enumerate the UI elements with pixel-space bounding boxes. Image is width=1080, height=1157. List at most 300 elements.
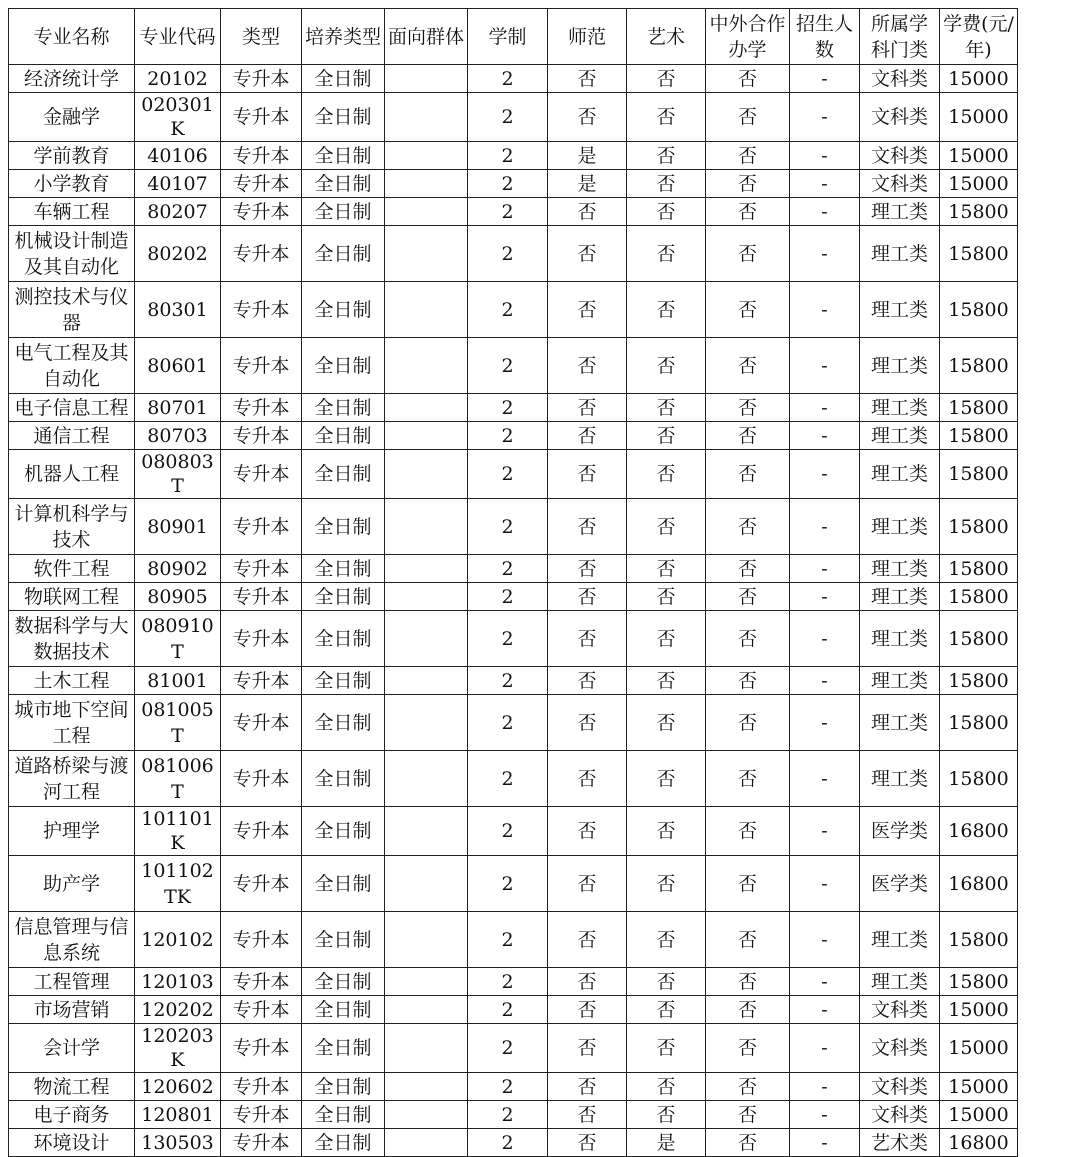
- cell-category: 理工类: [860, 282, 940, 338]
- cell-joint-program: 否: [706, 912, 790, 968]
- cell-tuition: 15800: [940, 499, 1018, 555]
- cell-major-code: 80902: [135, 555, 221, 583]
- cell-study-mode: 全日制: [302, 198, 385, 226]
- cell-target-group: [385, 1129, 468, 1157]
- cell-normal: 否: [548, 394, 627, 422]
- header-major-code: 专业代码: [135, 9, 221, 65]
- table-row: [9, 667, 1018, 695]
- cell-type: 专升本: [221, 65, 302, 93]
- cell-enrollment: -: [790, 198, 860, 226]
- header-normal: 师范: [548, 9, 627, 65]
- cell-category: 文科类: [860, 1024, 940, 1073]
- cell-years: 2: [468, 1101, 548, 1129]
- cell-target-group: [385, 226, 468, 282]
- cell-joint-program: 否: [706, 1129, 790, 1157]
- cell-type: 专升本: [221, 856, 302, 912]
- cell-major-name: 物流工程: [9, 1073, 135, 1101]
- cell-target-group: [385, 499, 468, 555]
- cell-normal: 否: [548, 338, 627, 394]
- cell-normal: 否: [548, 1129, 627, 1157]
- cell-joint-program: 否: [706, 968, 790, 996]
- cell-major-name: 经济统计学: [9, 65, 135, 93]
- cell-joint-program: 否: [706, 198, 790, 226]
- cell-years: 2: [468, 583, 548, 611]
- cell-years: 2: [468, 667, 548, 695]
- cell-enrollment: -: [790, 968, 860, 996]
- cell-major-name: 物联网工程: [9, 583, 135, 611]
- cell-normal: 否: [548, 93, 627, 142]
- cell-tuition: 15000: [940, 170, 1018, 198]
- cell-major-name: 土木工程: [9, 667, 135, 695]
- cell-enrollment: -: [790, 912, 860, 968]
- cell-normal: 是: [548, 142, 627, 170]
- cell-target-group: [385, 422, 468, 450]
- cell-category: 理工类: [860, 695, 940, 751]
- cell-type: 专升本: [221, 968, 302, 996]
- cell-enrollment: -: [790, 1101, 860, 1129]
- cell-joint-program: 否: [706, 583, 790, 611]
- cell-normal: 否: [548, 555, 627, 583]
- cell-tuition: 15800: [940, 611, 1018, 667]
- cell-major-code: 80207: [135, 198, 221, 226]
- cell-type: 专升本: [221, 667, 302, 695]
- cell-target-group: [385, 170, 468, 198]
- table-row: [9, 1101, 1018, 1129]
- cell-art: 否: [627, 394, 706, 422]
- cell-study-mode: 全日制: [302, 856, 385, 912]
- cell-target-group: [385, 555, 468, 583]
- cell-study-mode: 全日制: [302, 555, 385, 583]
- cell-type: 专升本: [221, 1073, 302, 1101]
- cell-tuition: 15800: [940, 667, 1018, 695]
- cell-study-mode: 全日制: [302, 751, 385, 807]
- cell-target-group: [385, 1024, 468, 1073]
- cell-study-mode: 全日制: [302, 1024, 385, 1073]
- cell-major-name: 道路桥梁与渡河工程: [9, 751, 135, 807]
- cell-target-group: [385, 751, 468, 807]
- cell-target-group: [385, 1073, 468, 1101]
- cell-major-code: 81001: [135, 667, 221, 695]
- cell-target-group: [385, 667, 468, 695]
- cell-joint-program: 否: [706, 65, 790, 93]
- cell-study-mode: 全日制: [302, 912, 385, 968]
- cell-tuition: 15800: [940, 912, 1018, 968]
- cell-major-name: 软件工程: [9, 555, 135, 583]
- cell-normal: 否: [548, 1101, 627, 1129]
- majors-table: [8, 8, 1018, 1157]
- cell-enrollment: -: [790, 226, 860, 282]
- cell-joint-program: 否: [706, 394, 790, 422]
- cell-art: 是: [627, 1129, 706, 1157]
- cell-tuition: 15000: [940, 142, 1018, 170]
- cell-major-name: 工程管理: [9, 968, 135, 996]
- cell-study-mode: 全日制: [302, 422, 385, 450]
- cell-normal: 否: [548, 996, 627, 1024]
- cell-study-mode: 全日制: [302, 226, 385, 282]
- cell-enrollment: -: [790, 807, 860, 856]
- cell-type: 专升本: [221, 611, 302, 667]
- cell-art: 否: [627, 611, 706, 667]
- cell-major-name: 信息管理与信息系统: [9, 912, 135, 968]
- cell-enrollment: -: [790, 856, 860, 912]
- cell-years: 2: [468, 807, 548, 856]
- cell-type: 专升本: [221, 282, 302, 338]
- cell-tuition: 15800: [940, 450, 1018, 499]
- cell-joint-program: 否: [706, 996, 790, 1024]
- cell-major-name: 市场营销: [9, 996, 135, 1024]
- cell-tuition: 15000: [940, 996, 1018, 1024]
- cell-major-code: 080803T: [135, 450, 221, 499]
- cell-major-name: 环境设计: [9, 1129, 135, 1157]
- cell-target-group: [385, 282, 468, 338]
- table-row: [9, 583, 1018, 611]
- cell-years: 2: [468, 856, 548, 912]
- cell-major-name: 电气工程及其自动化: [9, 338, 135, 394]
- cell-target-group: [385, 338, 468, 394]
- cell-target-group: [385, 807, 468, 856]
- cell-joint-program: 否: [706, 1101, 790, 1129]
- cell-tuition: 15800: [940, 751, 1018, 807]
- cell-major-name: 助产学: [9, 856, 135, 912]
- cell-category: 理工类: [860, 968, 940, 996]
- cell-major-code: 20102: [135, 65, 221, 93]
- cell-art: 否: [627, 450, 706, 499]
- cell-years: 2: [468, 282, 548, 338]
- cell-type: 专升本: [221, 912, 302, 968]
- header-target-group: 面向群体: [385, 9, 468, 65]
- cell-enrollment: -: [790, 667, 860, 695]
- cell-art: 否: [627, 856, 706, 912]
- header-art: 艺术: [627, 9, 706, 65]
- cell-category: 理工类: [860, 198, 940, 226]
- cell-enrollment: -: [790, 338, 860, 394]
- cell-joint-program: 否: [706, 555, 790, 583]
- cell-type: 专升本: [221, 499, 302, 555]
- cell-major-code: 130503: [135, 1129, 221, 1157]
- cell-major-code: 120602: [135, 1073, 221, 1101]
- cell-enrollment: -: [790, 282, 860, 338]
- cell-enrollment: -: [790, 996, 860, 1024]
- cell-joint-program: 否: [706, 856, 790, 912]
- cell-major-code: 80202: [135, 226, 221, 282]
- cell-target-group: [385, 1101, 468, 1129]
- cell-joint-program: 否: [706, 93, 790, 142]
- cell-enrollment: -: [790, 499, 860, 555]
- cell-category: 文科类: [860, 996, 940, 1024]
- cell-category: 理工类: [860, 667, 940, 695]
- cell-type: 专升本: [221, 93, 302, 142]
- cell-major-name: 车辆工程: [9, 198, 135, 226]
- cell-category: 理工类: [860, 611, 940, 667]
- cell-tuition: 15000: [940, 1101, 1018, 1129]
- cell-joint-program: 否: [706, 667, 790, 695]
- cell-type: 专升本: [221, 751, 302, 807]
- cell-enrollment: -: [790, 394, 860, 422]
- cell-years: 2: [468, 912, 548, 968]
- cell-target-group: [385, 583, 468, 611]
- cell-years: 2: [468, 450, 548, 499]
- cell-target-group: [385, 912, 468, 968]
- table-row: [9, 1129, 1018, 1157]
- cell-study-mode: 全日制: [302, 1101, 385, 1129]
- cell-study-mode: 全日制: [302, 807, 385, 856]
- cell-years: 2: [468, 499, 548, 555]
- cell-normal: 否: [548, 968, 627, 996]
- cell-category: 理工类: [860, 583, 940, 611]
- cell-enrollment: -: [790, 1073, 860, 1101]
- cell-joint-program: 否: [706, 142, 790, 170]
- cell-normal: 否: [548, 226, 627, 282]
- header-major-name: 专业名称: [9, 9, 135, 65]
- cell-normal: 否: [548, 198, 627, 226]
- table-row: [9, 65, 1018, 93]
- cell-category: 理工类: [860, 422, 940, 450]
- cell-normal: 否: [548, 751, 627, 807]
- cell-major-name: 测控技术与仪器: [9, 282, 135, 338]
- cell-type: 专升本: [221, 1024, 302, 1073]
- cell-years: 2: [468, 968, 548, 996]
- cell-major-name: 电子商务: [9, 1101, 135, 1129]
- cell-normal: 否: [548, 807, 627, 856]
- header-tuition: 学费(元/年): [940, 9, 1018, 65]
- cell-enrollment: -: [790, 1024, 860, 1073]
- cell-major-name: 机械设计制造及其自动化: [9, 226, 135, 282]
- cell-major-name: 小学教育: [9, 170, 135, 198]
- cell-years: 2: [468, 394, 548, 422]
- cell-years: 2: [468, 142, 548, 170]
- table-row: [9, 422, 1018, 450]
- cell-major-name: 计算机科学与技术: [9, 499, 135, 555]
- cell-major-code: 80703: [135, 422, 221, 450]
- cell-art: 否: [627, 912, 706, 968]
- table-row: [9, 912, 1018, 968]
- cell-category: 理工类: [860, 338, 940, 394]
- cell-normal: 否: [548, 1024, 627, 1073]
- cell-target-group: [385, 198, 468, 226]
- cell-art: 否: [627, 555, 706, 583]
- cell-study-mode: 全日制: [302, 996, 385, 1024]
- cell-tuition: 16800: [940, 856, 1018, 912]
- cell-major-name: 数据科学与大数据技术: [9, 611, 135, 667]
- cell-tuition: 15000: [940, 93, 1018, 142]
- cell-normal: 否: [548, 65, 627, 93]
- cell-enrollment: -: [790, 611, 860, 667]
- cell-years: 2: [468, 65, 548, 93]
- cell-joint-program: 否: [706, 170, 790, 198]
- cell-art: 否: [627, 583, 706, 611]
- cell-type: 专升本: [221, 583, 302, 611]
- cell-joint-program: 否: [706, 807, 790, 856]
- cell-years: 2: [468, 226, 548, 282]
- cell-joint-program: 否: [706, 282, 790, 338]
- cell-tuition: 15800: [940, 422, 1018, 450]
- cell-major-name: 学前教育: [9, 142, 135, 170]
- cell-normal: 否: [548, 450, 627, 499]
- cell-tuition: 15800: [940, 198, 1018, 226]
- cell-study-mode: 全日制: [302, 394, 385, 422]
- cell-art: 否: [627, 695, 706, 751]
- cell-art: 否: [627, 226, 706, 282]
- cell-category: 文科类: [860, 1073, 940, 1101]
- cell-joint-program: 否: [706, 611, 790, 667]
- cell-enrollment: -: [790, 142, 860, 170]
- cell-type: 专升本: [221, 996, 302, 1024]
- header-study-mode: 培养类型: [302, 9, 385, 65]
- cell-study-mode: 全日制: [302, 611, 385, 667]
- cell-enrollment: -: [790, 422, 860, 450]
- cell-study-mode: 全日制: [302, 499, 385, 555]
- cell-category: 理工类: [860, 499, 940, 555]
- table-row: [9, 555, 1018, 583]
- cell-joint-program: 否: [706, 751, 790, 807]
- cell-target-group: [385, 695, 468, 751]
- cell-tuition: 16800: [940, 807, 1018, 856]
- cell-enrollment: -: [790, 1129, 860, 1157]
- table-row: [9, 93, 1018, 142]
- cell-major-code: 080910T: [135, 611, 221, 667]
- cell-tuition: 15800: [940, 583, 1018, 611]
- table-row: [9, 856, 1018, 912]
- cell-major-code: 40107: [135, 170, 221, 198]
- cell-years: 2: [468, 611, 548, 667]
- cell-joint-program: 否: [706, 226, 790, 282]
- cell-years: 2: [468, 1129, 548, 1157]
- cell-major-code: 120801: [135, 1101, 221, 1129]
- cell-major-code: 40106: [135, 142, 221, 170]
- cell-normal: 否: [548, 912, 627, 968]
- cell-years: 2: [468, 170, 548, 198]
- cell-years: 2: [468, 695, 548, 751]
- cell-study-mode: 全日制: [302, 667, 385, 695]
- cell-normal: 否: [548, 611, 627, 667]
- cell-art: 否: [627, 1073, 706, 1101]
- cell-normal: 否: [548, 667, 627, 695]
- cell-normal: 否: [548, 422, 627, 450]
- cell-art: 否: [627, 807, 706, 856]
- cell-years: 2: [468, 198, 548, 226]
- cell-category: 理工类: [860, 226, 940, 282]
- cell-tuition: 15800: [940, 282, 1018, 338]
- cell-category: 理工类: [860, 751, 940, 807]
- cell-type: 专升本: [221, 450, 302, 499]
- table-row: [9, 751, 1018, 807]
- cell-type: 专升本: [221, 695, 302, 751]
- cell-joint-program: 否: [706, 422, 790, 450]
- cell-enrollment: -: [790, 583, 860, 611]
- table-row: [9, 968, 1018, 996]
- cell-type: 专升本: [221, 422, 302, 450]
- cell-major-code: 80905: [135, 583, 221, 611]
- cell-art: 否: [627, 65, 706, 93]
- cell-normal: 否: [548, 282, 627, 338]
- cell-type: 专升本: [221, 1101, 302, 1129]
- cell-target-group: [385, 611, 468, 667]
- cell-study-mode: 全日制: [302, 282, 385, 338]
- cell-major-code: 80601: [135, 338, 221, 394]
- cell-normal: 否: [548, 856, 627, 912]
- cell-major-code: 101101K: [135, 807, 221, 856]
- table-row: [9, 996, 1018, 1024]
- cell-type: 专升本: [221, 338, 302, 394]
- cell-major-code: 081006T: [135, 751, 221, 807]
- cell-target-group: [385, 142, 468, 170]
- cell-major-code: 120203K: [135, 1024, 221, 1073]
- cell-enrollment: -: [790, 695, 860, 751]
- cell-tuition: 15000: [940, 65, 1018, 93]
- cell-major-name: 会计学: [9, 1024, 135, 1073]
- cell-enrollment: -: [790, 751, 860, 807]
- cell-major-code: 80901: [135, 499, 221, 555]
- cell-target-group: [385, 856, 468, 912]
- cell-study-mode: 全日制: [302, 583, 385, 611]
- cell-major-name: 金融学: [9, 93, 135, 142]
- cell-type: 专升本: [221, 226, 302, 282]
- cell-category: 理工类: [860, 912, 940, 968]
- cell-major-name: 机器人工程: [9, 450, 135, 499]
- cell-target-group: [385, 65, 468, 93]
- cell-tuition: 15800: [940, 968, 1018, 996]
- cell-category: 理工类: [860, 555, 940, 583]
- table-body: [9, 65, 1018, 1157]
- cell-category: 理工类: [860, 394, 940, 422]
- cell-tuition: 15800: [940, 695, 1018, 751]
- cell-art: 否: [627, 142, 706, 170]
- cell-type: 专升本: [221, 1129, 302, 1157]
- cell-normal: 否: [548, 1073, 627, 1101]
- cell-major-name: 电子信息工程: [9, 394, 135, 422]
- cell-study-mode: 全日制: [302, 1073, 385, 1101]
- cell-study-mode: 全日制: [302, 1129, 385, 1157]
- cell-category: 文科类: [860, 93, 940, 142]
- cell-tuition: 15800: [940, 226, 1018, 282]
- table-row: [9, 1024, 1018, 1073]
- cell-joint-program: 否: [706, 338, 790, 394]
- cell-type: 专升本: [221, 394, 302, 422]
- table-row: [9, 807, 1018, 856]
- cell-years: 2: [468, 1073, 548, 1101]
- table-row: [9, 338, 1018, 394]
- cell-art: 否: [627, 1024, 706, 1073]
- cell-art: 否: [627, 198, 706, 226]
- cell-art: 否: [627, 282, 706, 338]
- cell-years: 2: [468, 338, 548, 394]
- header-joint-program: 中外合作办学: [706, 9, 790, 65]
- cell-category: 医学类: [860, 807, 940, 856]
- cell-enrollment: -: [790, 65, 860, 93]
- cell-major-code: 80701: [135, 394, 221, 422]
- cell-joint-program: 否: [706, 499, 790, 555]
- cell-joint-program: 否: [706, 450, 790, 499]
- cell-tuition: 15000: [940, 1073, 1018, 1101]
- cell-normal: 否: [548, 583, 627, 611]
- cell-category: 文科类: [860, 65, 940, 93]
- cell-type: 专升本: [221, 807, 302, 856]
- cell-target-group: [385, 93, 468, 142]
- cell-study-mode: 全日制: [302, 338, 385, 394]
- cell-major-code: 120202: [135, 996, 221, 1024]
- cell-joint-program: 否: [706, 1073, 790, 1101]
- cell-art: 否: [627, 499, 706, 555]
- cell-target-group: [385, 968, 468, 996]
- cell-years: 2: [468, 422, 548, 450]
- cell-type: 专升本: [221, 198, 302, 226]
- cell-category: 理工类: [860, 450, 940, 499]
- cell-art: 否: [627, 996, 706, 1024]
- cell-type: 专升本: [221, 555, 302, 583]
- cell-years: 2: [468, 1024, 548, 1073]
- cell-study-mode: 全日制: [302, 93, 385, 142]
- cell-study-mode: 全日制: [302, 450, 385, 499]
